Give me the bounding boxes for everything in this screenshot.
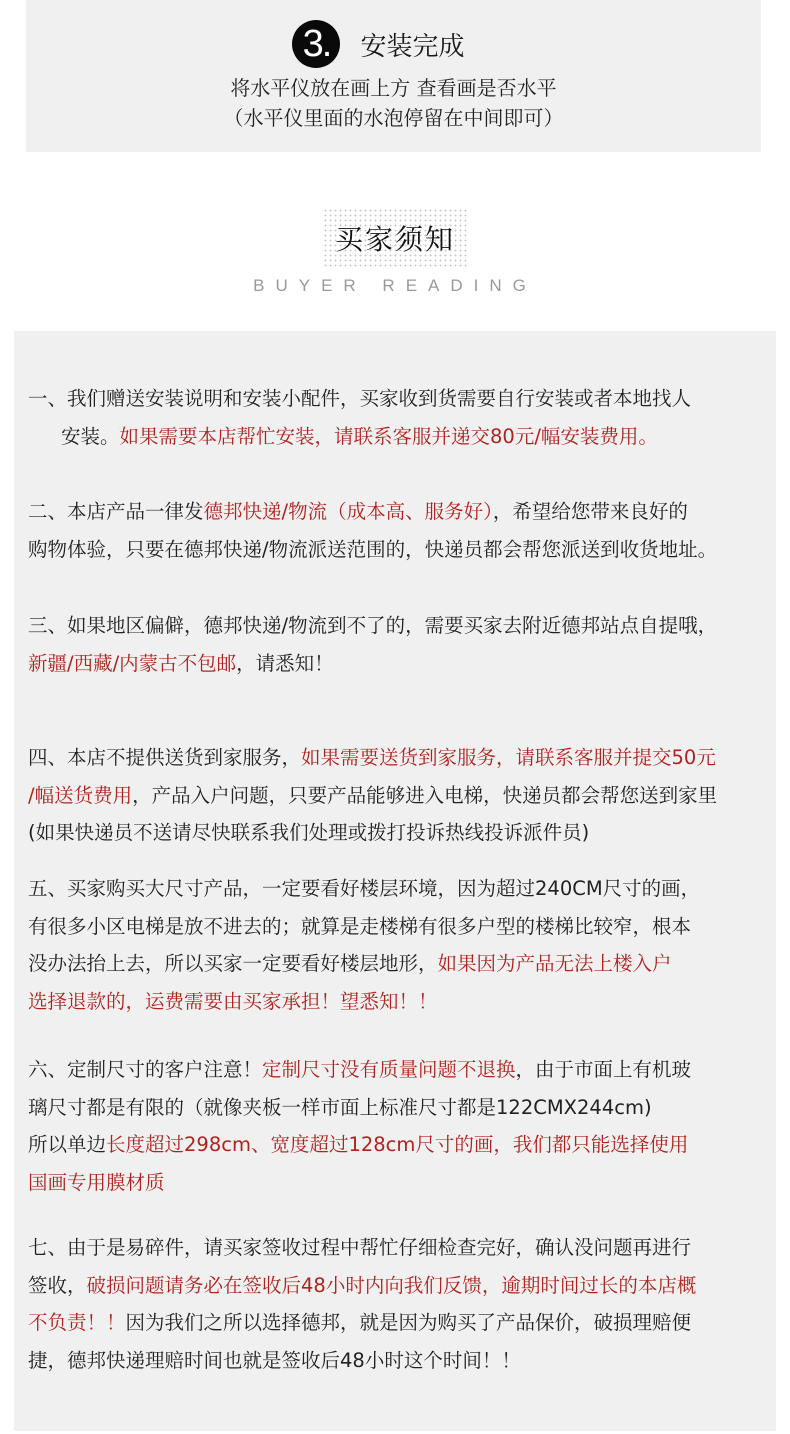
notice-line: [28, 1267, 773, 1305]
notice-item-1: [28, 380, 773, 455]
heading-subtitle: BUYER READING: [253, 276, 537, 295]
notice-text: 因为我们之所以选择德邦，就是因为购买了产品保价，破损理赔便: [125, 1311, 692, 1334]
notice-line: (如果快递员不送请尽快联系我们处理或拨打投诉热线投诉派件员): [28, 821, 590, 844]
step-instruction-note: （水平仪里面的水泡停留在中间即可）: [223, 106, 564, 130]
notice-line: 有很多小区电梯是放不进去的；就算是走楼梯有很多户型的楼梯比较窄，根本: [28, 914, 692, 938]
notice-text: ，由于市面上有机玻: [515, 1058, 692, 1081]
notice-highlight: 定制尺寸没有质量问题不退换: [262, 1058, 516, 1081]
notice-line: [28, 1126, 773, 1164]
notice-highlight: /幅送货费用: [28, 783, 133, 807]
notice-line: [28, 945, 773, 983]
notice-item-3: [28, 607, 773, 682]
notice-highlight: 新疆/西藏/内蒙古不包邮: [28, 651, 237, 675]
notice-line-highlight: 选择退款的，运费需要由买家承担！望悉知！！: [28, 989, 438, 1013]
install-step-panel: [26, 0, 761, 152]
notice-item-7: [28, 1229, 773, 1379]
notice-text: ，希望给您带来良好的: [492, 500, 688, 523]
notice-item-6: [28, 1051, 773, 1201]
notice-line-highlight: 国画专用膜材质: [28, 1170, 165, 1194]
notice-line: [28, 777, 773, 815]
notice-line: [28, 739, 773, 777]
notice-text: 所以单边: [28, 1133, 107, 1156]
notice-item-2: [28, 493, 773, 568]
notice-item-5: [28, 870, 773, 1020]
notice-text: ，请悉知！: [236, 651, 334, 675]
notice-text: 四、本店不提供送货到家服务，: [28, 746, 302, 769]
notice-text: 签收，: [28, 1273, 87, 1297]
buyer-notice-panel: [14, 331, 776, 1431]
notice-line: [28, 418, 773, 456]
notice-line: 璃尺寸都是有限的（就像夹板一样市面上标准尺寸都是122CMX244cm): [28, 1095, 652, 1119]
notice-line: 七、由于是易碎件，请买家签收过程中帮忙仔细检查完好，确认没问题再进行: [28, 1236, 692, 1259]
notice-line: 捷，德邦快递理赔时间也就是签收后48小时这个时间！！: [28, 1348, 521, 1372]
step-title: 安装完成: [360, 31, 465, 62]
notice-highlight: 如果需要送货到家服务，请联系客服并提交50元: [301, 746, 716, 769]
step-number-badge: 3.: [292, 20, 340, 68]
notice-line: [28, 645, 773, 683]
notice-highlight: 德邦快递/物流（成本高、服务好）: [203, 500, 493, 523]
step-header: [26, 20, 761, 68]
notice-highlight: 如果因为产品无法上楼入户: [437, 952, 672, 975]
notice-line: 三、如果地区偏僻，德邦快递/物流到不了的，需要买家去附近德邦站点自提哦，: [28, 614, 718, 637]
heading-dotted-box: [323, 208, 467, 268]
notice-line: [28, 493, 773, 531]
notice-item-4: [28, 739, 773, 852]
notice-highlight: 长度超过298cm、宽度超过128cm尺寸的画，我们都只能选择使用: [106, 1133, 689, 1156]
notice-text: 安装。: [61, 424, 120, 448]
section-heading: [0, 208, 790, 268]
notice-text: 没办法抬上去，所以买家一定要看好楼层地形，: [28, 952, 438, 975]
notice-line: 五、买家购买大尺寸产品，一定要看好楼层环境，因为超过240CM尺寸的画，: [28, 877, 701, 900]
notice-line: [28, 1304, 773, 1342]
notice-highlight: 不负责！！: [28, 1311, 126, 1334]
notice-text: 六、定制尺寸的客户注意！: [28, 1058, 263, 1081]
notice-highlight: 如果需要本店帮忙安装，请联系客服并递交80元/幅安装费用。: [119, 424, 658, 448]
notice-line: 购物体验，只要在德邦快递/物流派送范围的，快递员都会帮您派送到收货地址。: [28, 537, 718, 561]
notice-line: [28, 1051, 773, 1089]
notice-line: 一、我们赠送安装说明和安装小配件，买家收到货需要自行安装或者本地找人: [28, 387, 692, 410]
notice-text: 二、本店产品一律发: [28, 500, 204, 523]
notice-text: ，产品入户问题，只要产品能够进入电梯，快递员都会帮您送到家里: [132, 783, 718, 807]
notice-highlight: 破损问题请务必在签收后48小时内向我们反馈，逾期时间过长的本店概: [86, 1273, 697, 1297]
heading-title: 买家须知: [334, 223, 455, 256]
step-instruction: 将水平仪放在画上方 查看画是否水平: [230, 76, 557, 100]
